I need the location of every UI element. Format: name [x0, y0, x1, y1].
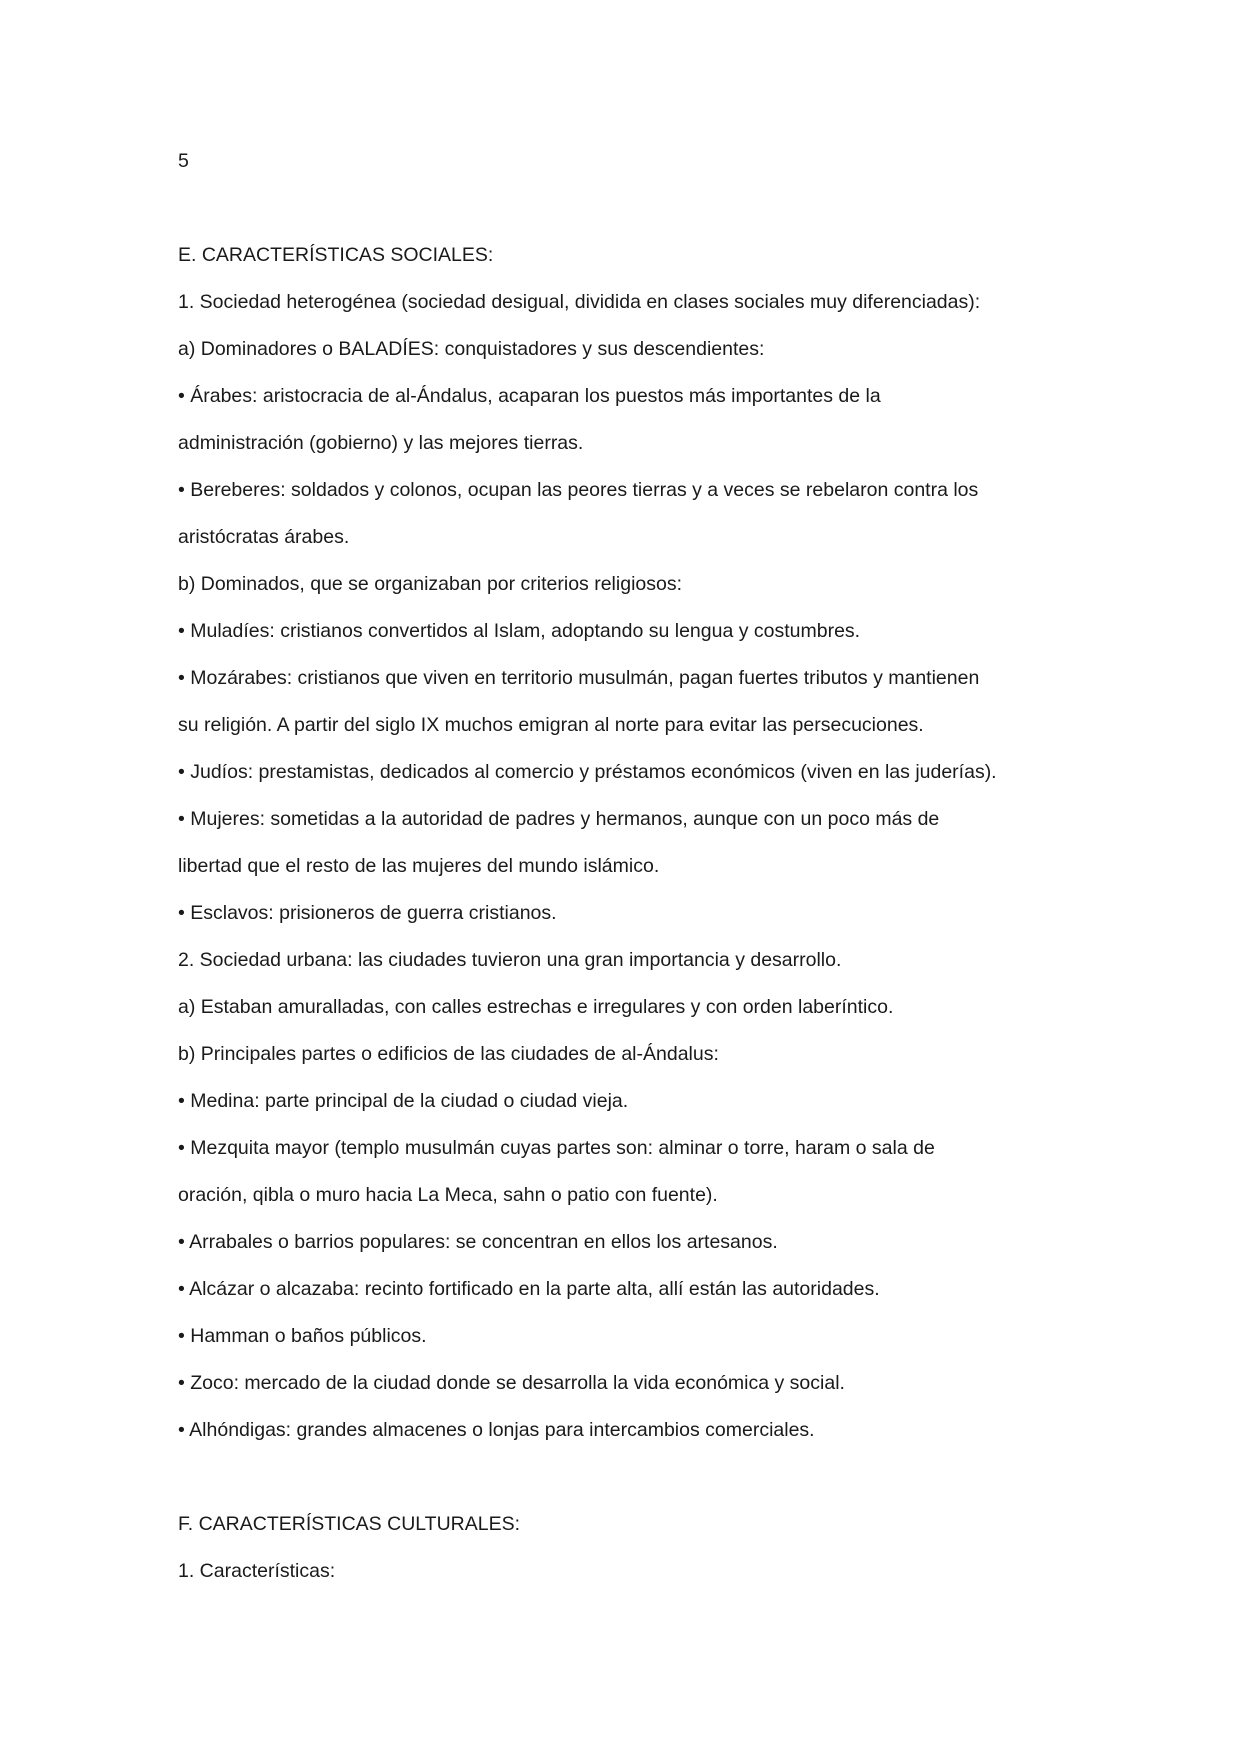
spacer: [178, 194, 1078, 241]
section-f-heading: F. CARACTERÍSTICAS CULTURALES:: [178, 1513, 521, 1535]
text-line: • Mujeres: sometidas a la autoridad de padres y hermanos, aunque con un poco más de: [178, 808, 940, 830]
spacer: [178, 1463, 1078, 1510]
page-content: [178, 147, 1078, 1604]
text-line: libertad que el resto de las mujeres del mundo islámico.: [178, 855, 660, 877]
text-line: • Bereberes: soldados y colonos, ocupan las peores tierras y a veces se rebelaron contra los: [178, 479, 979, 501]
text-line: 2. Sociedad urbana: las ciudades tuvieron una gran importancia y desarrollo.: [178, 949, 842, 971]
text-line: • Muladíes: cristianos convertidos al Islam, adoptando su lengua y costumbres.: [178, 620, 861, 642]
text-line: • Zoco: mercado de la ciudad donde se desarrolla la vida económica y social.: [178, 1372, 845, 1394]
text-line: • Árabes: aristocracia de al-Ándalus, acaparan los puestos más importantes de la: [178, 385, 881, 407]
text-line: oración, qibla o muro hacia La Meca, sahn o patio con fuente).: [178, 1184, 718, 1206]
text-line: b) Dominados, que se organizaban por criterios religiosos:: [178, 573, 683, 595]
text-line: • Esclavos: prisioneros de guerra cristianos.: [178, 902, 557, 924]
text-line: su religión. A partir del siglo IX muchos emigran al norte para evitar las persecuciones.: [178, 714, 924, 736]
section-e-heading: E. CARACTERÍSTICAS SOCIALES:: [178, 244, 494, 266]
text-line: • Hamman o baños públicos.: [178, 1325, 427, 1347]
text-line: a) Estaban amuralladas, con calles estrechas e irregulares y con orden laberíntico.: [178, 996, 894, 1018]
page-number: 5: [178, 150, 189, 172]
text-line: administración (gobierno) y las mejores tierras.: [178, 432, 584, 454]
text-line: • Mozárabes: cristianos que viven en territorio musulmán, pagan fuertes tributos y mantienen: [178, 667, 980, 689]
text-line: aristócratas árabes.: [178, 526, 350, 548]
text-line: • Arrabales o barrios populares: se concentran en ellos los artesanos.: [178, 1231, 778, 1253]
text-line: • Mezquita mayor (templo musulmán cuyas partes son: alminar o torre, haram o sala de: [178, 1137, 935, 1159]
text-line: a) Dominadores o BALADÍES: conquistadores y sus descendientes:: [178, 338, 765, 360]
text-line: • Medina: parte principal de la ciudad o ciudad vieja.: [178, 1090, 629, 1112]
text-line: • Judíos: prestamistas, dedicados al comercio y préstamos económicos (viven en las juderías).: [178, 761, 997, 783]
text-line: 1. Sociedad heterogénea (sociedad desigual, dividida en clases sociales muy diferenciadas):: [178, 291, 981, 313]
text-line: b) Principales partes o edificios de las ciudades de al-Ándalus:: [178, 1043, 719, 1065]
text-line: 1. Características:: [178, 1560, 336, 1582]
text-line: • Alcázar o alcazaba: recinto fortificado en la parte alta, allí están las autoridades.: [178, 1278, 880, 1300]
text-line: • Alhóndigas: grandes almacenes o lonjas para intercambios comerciales.: [178, 1419, 815, 1441]
